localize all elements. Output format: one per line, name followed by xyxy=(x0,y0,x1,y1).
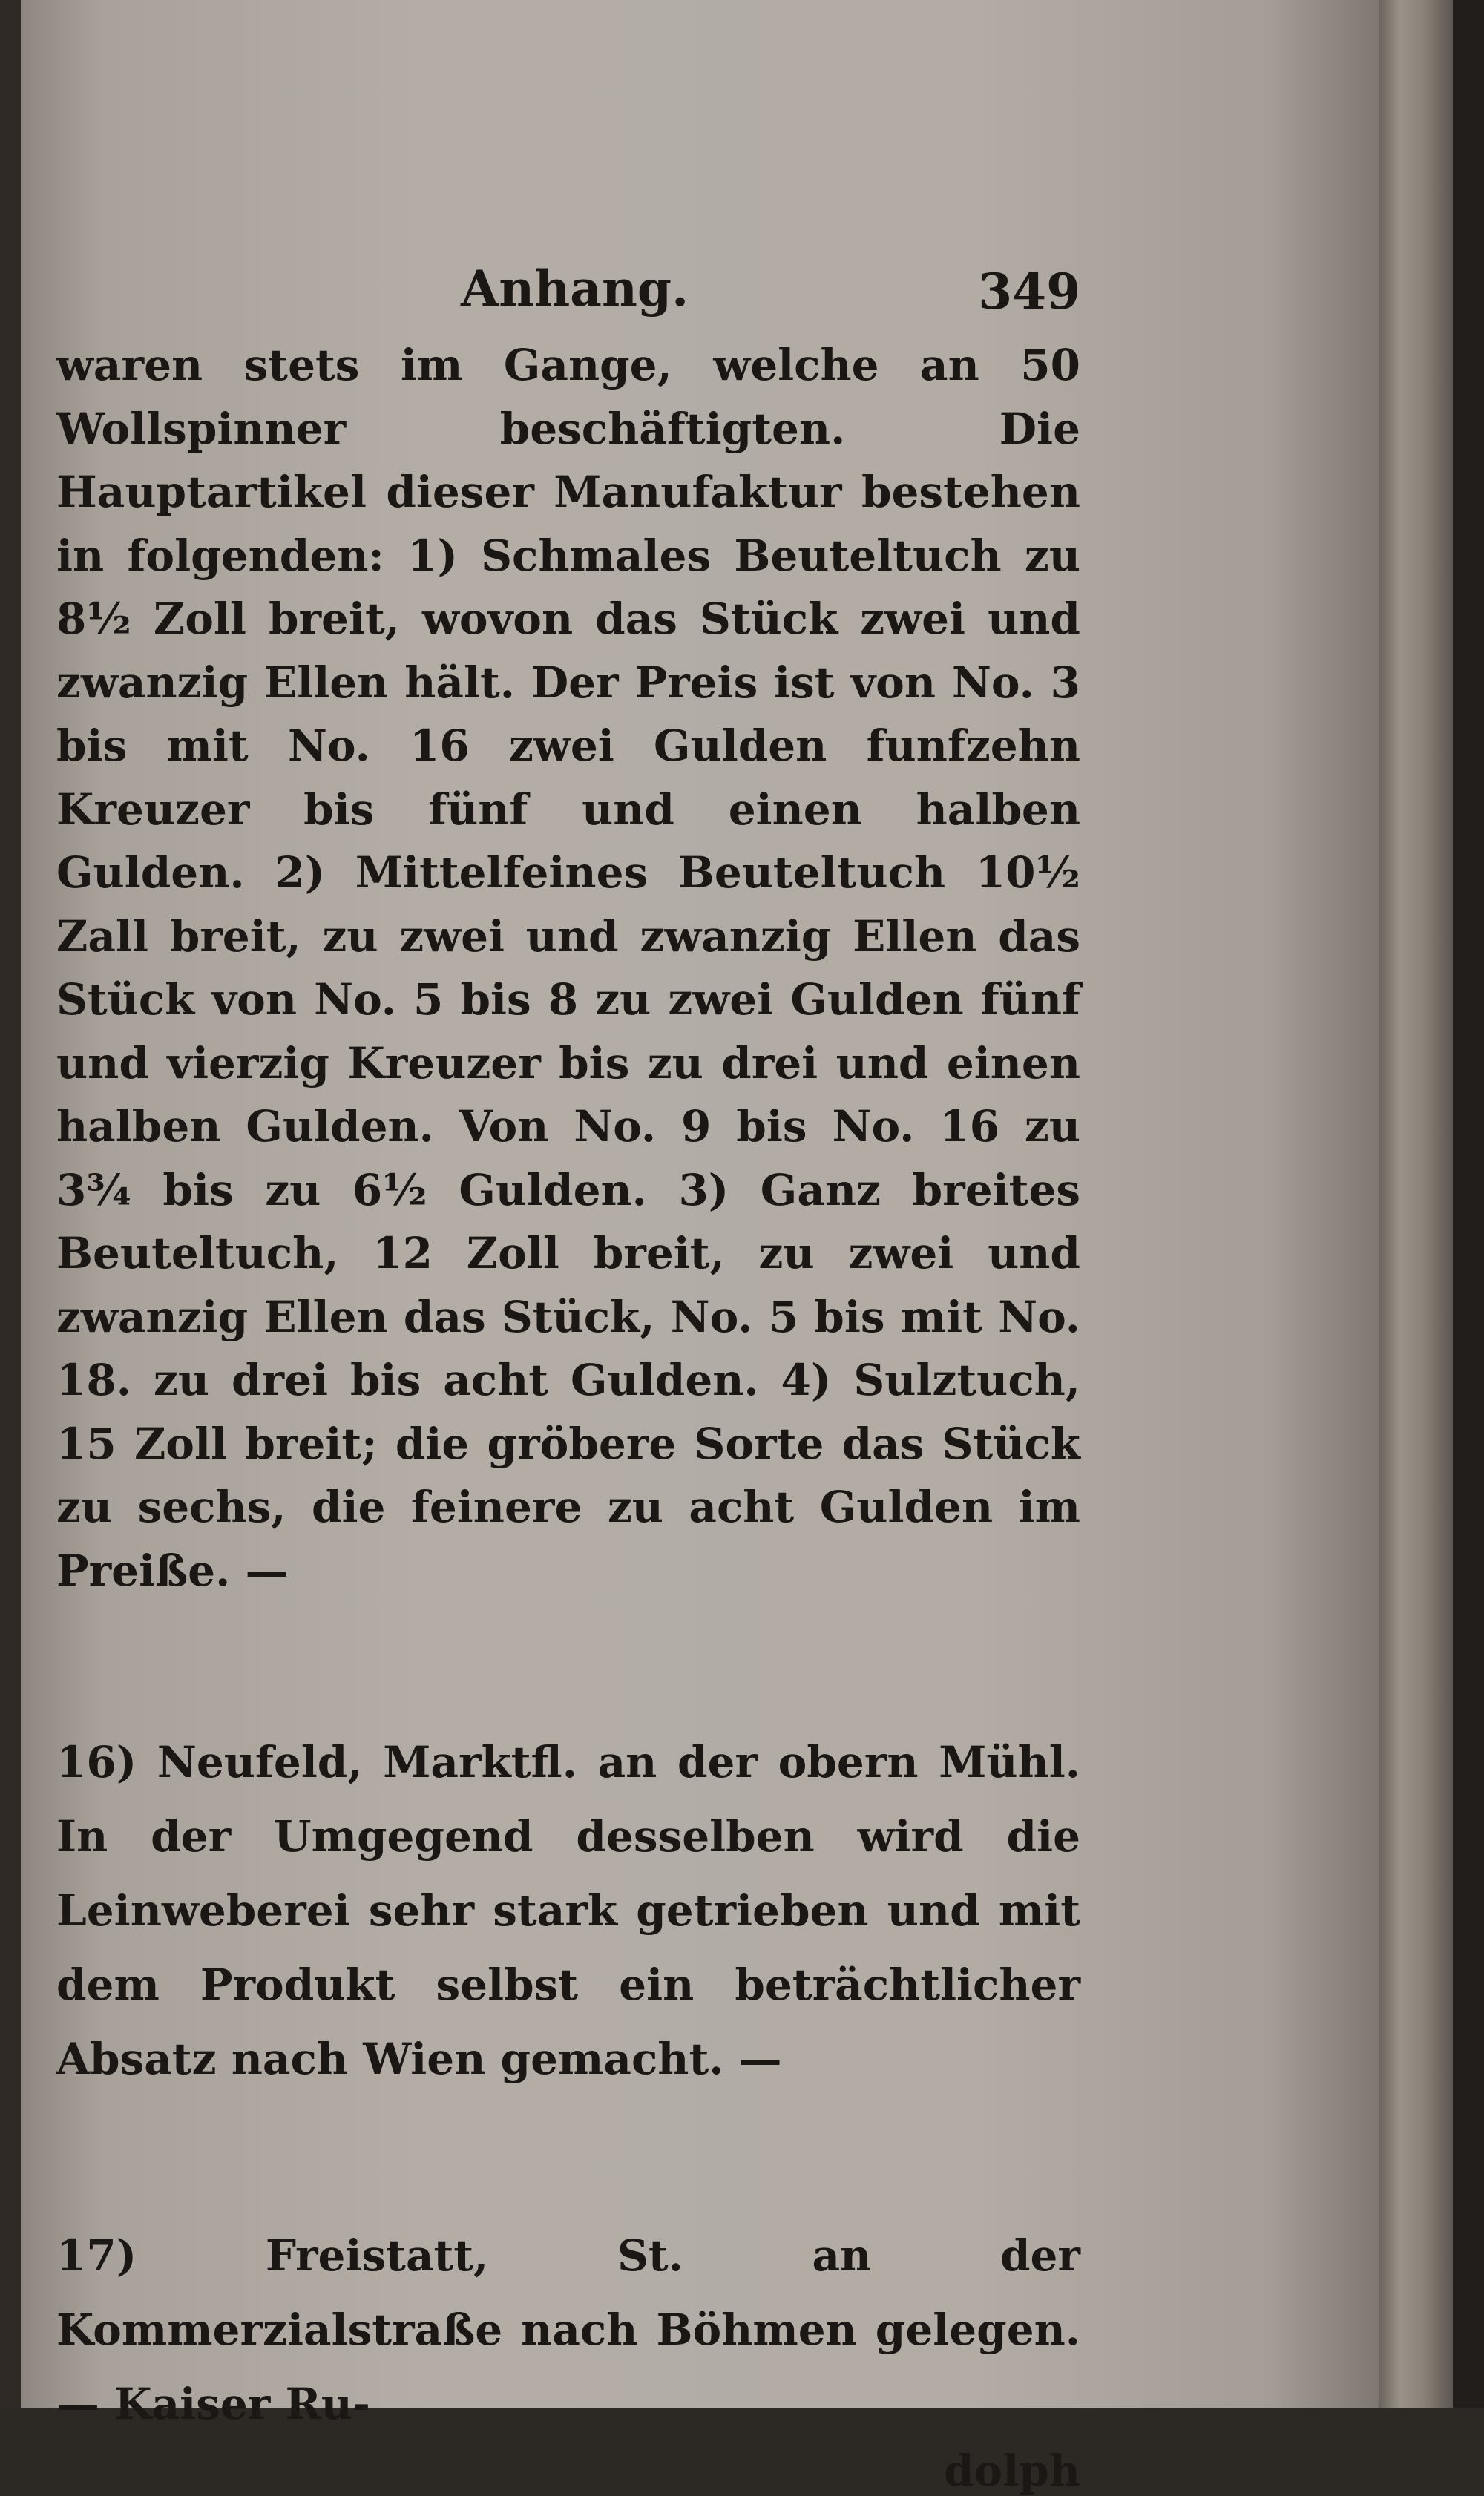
page-number: 349 xyxy=(978,263,1080,321)
paragraph-manufacture: waren stets im Gange, welche an 50 Wollspinner beschäftigten. Die Hauptartikel dieser Manufaktur bestehen in folgenden: 1) Schmales Beuteltuch zu 8½ Zoll breit, wovon das Stück zwei und zwanzig Ellen hält. Der Preis ist von No. 3 bis mit No. 16 zwei Gulden funfzehn Kreuzer bis fünf und einen halben Gulden. 2) Mittelfeines Beuteltuch 10½ Zall breit, zu zwei und zwanzig Ellen das Stück von No. 5 bis 8 zu zwei Gulden fünf und vierzig Kreuzer bis zu drei und einen halben Gulden. Von No. 9 bis No. 16 zu 3¾ bis zu 6½ Gulden. 3) Ganz breites Beuteltuch, 12 Zoll breit, zu zwei und zwanzig Ellen das Stück, No. 5 bis mit No. 18. zu drei bis acht Gulden. 4) Sulztuch, 15 Zoll breit; die gröbere Sorte das Stück zu sechs, die feinere zu acht Gulden im Preiße. — xyxy=(56,340,1080,1596)
entry-freistatt: 17) Freistatt, St. an der Kommerzialstraße nach Böhmen gelegen. — Kaiser Ru- xyxy=(56,2230,1080,2429)
book-page xyxy=(21,0,1379,2496)
entry-neufeld: 16) Neufeld, Marktfl. an der obern Mühl. In der Umgegend desselben wird die Leinweberei sehr stark getrieben und mit dem Produkt selbst ein beträchtlicher Absatz nach Wien gemacht. — xyxy=(56,1737,1080,2084)
text-block xyxy=(56,245,1080,2496)
running-head-title: Anhang. xyxy=(461,260,689,318)
running-head xyxy=(56,245,1080,334)
catchword: dolph xyxy=(944,2446,1080,2496)
page-edge xyxy=(1379,0,1453,2408)
book-gutter xyxy=(1453,0,1484,2408)
